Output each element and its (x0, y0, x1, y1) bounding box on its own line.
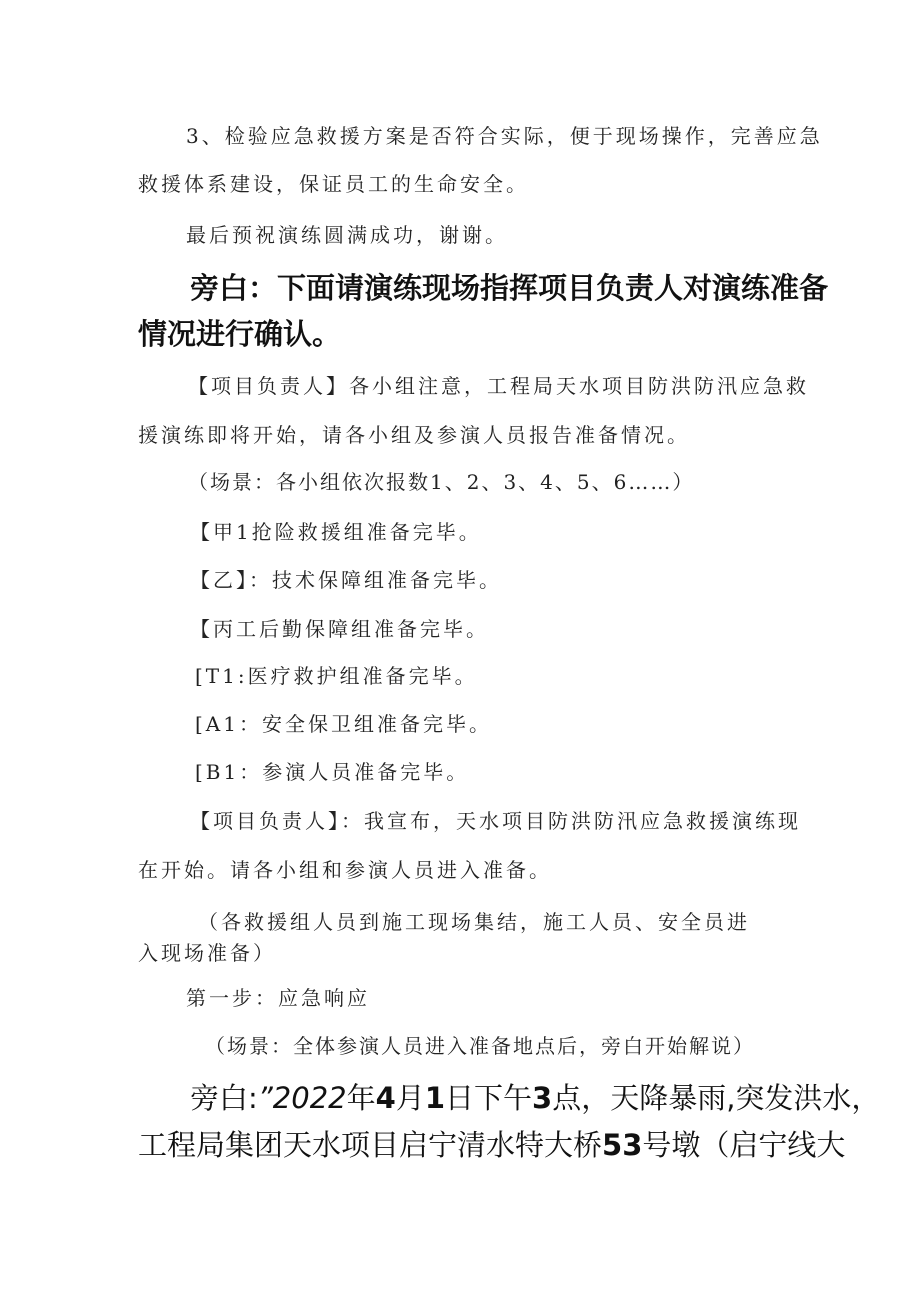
leader1-line2: 援演练即将开始，请各小组及参演人员报告准备情况。 (138, 423, 690, 447)
leader1-line1: 【项目负责人】各小组注意，工程局天水项目防洪防汛应急救 (188, 374, 809, 398)
report-jia: 【甲1抢险救援组准备完毕。 (190, 520, 482, 544)
narration2-day-num: 1 (424, 1081, 446, 1115)
narration2-month-num: 4 (375, 1081, 396, 1115)
step1-heading: 第一步：应急响应 (186, 986, 370, 1010)
narration2-bridge: 工程局集团天水项目启宁清水特大桥 (138, 1128, 603, 1162)
narration2-year-char: 年 (346, 1081, 376, 1115)
goal3-line1: 3、检验应急救援方案是否符合实际，便于现场操作，完善应急 (186, 124, 823, 148)
leader2-line1: 【项目负责人】：我宣布，天水项目防洪防汛应急救援演练现 (190, 809, 801, 833)
scene2-line2: 入现场准备） (138, 941, 276, 965)
report-ding: [T1:医疗救护组准备完毕。 (195, 664, 478, 688)
narration2-afternoon: 日下午 (445, 1081, 533, 1115)
report-bing: 【丙工后勤保障组准备完毕。 (190, 617, 489, 641)
scene2-line1: （各救援组人员到施工现场集结，施工人员、安全员进 (198, 910, 750, 934)
narration2-hour-num: 3 (532, 1081, 553, 1115)
narration2-month-char: 月 (395, 1081, 425, 1115)
narration2-line2 (138, 1127, 845, 1163)
report-b: [B1：参演人员准备完毕。 (195, 760, 470, 784)
scene3-line: （场景：全体参演人员进入准备地点后，旁白开始解说） (205, 1034, 755, 1058)
narration1-line2: 情况进行确认。 (138, 317, 342, 351)
narration2-pier-num: 53 (602, 1128, 643, 1162)
report-yi: 【乙】：技术保障组准备完毕。 (190, 568, 502, 592)
narration2-line1 (190, 1080, 880, 1116)
narration2-pier-rest: 号墩（启宁线大 (642, 1128, 846, 1162)
goal3-line2: 救援体系建设，保证员工的生命安全。 (138, 172, 529, 196)
scene1-line: （场景：各小组依次报数1、2、3、4、5、6……） (188, 470, 695, 494)
narration2-event: 点，天降暴雨,突发洪水， (552, 1081, 881, 1115)
narration1-line1: 旁白：下面请演练现场指挥项目负责人对演练准备 (190, 271, 829, 305)
narration2-label: 旁白: (190, 1081, 258, 1115)
report-a: [A1：安全保卫组准备完毕。 (195, 712, 492, 736)
narration2-quote-year: ”2022 (257, 1081, 347, 1115)
leader2-line2: 在开始。请各小组和参演人员进入准备。 (138, 858, 552, 882)
closing-line: 最后预祝演练圆满成功，谢谢。 (186, 223, 508, 247)
